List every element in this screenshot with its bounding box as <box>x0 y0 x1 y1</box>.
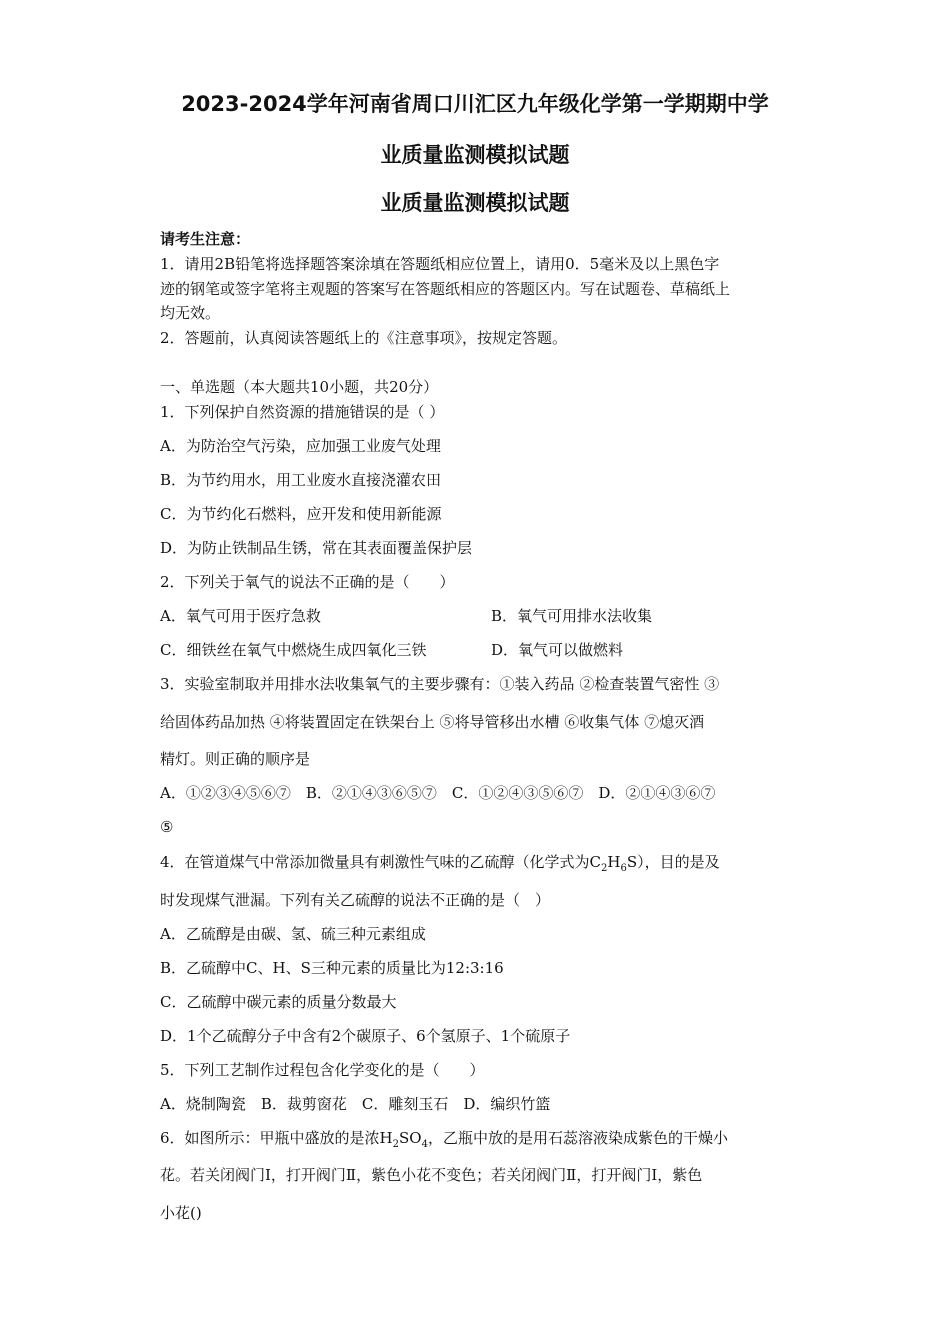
q2-stem: 2．下列关于氧气的说法不正确的是（ ） <box>160 573 455 591</box>
q3-stem-line3: 精灯。则正确的顺序是 <box>160 750 311 768</box>
formula-so-subscript: 4 <box>421 1139 428 1150</box>
q4-option-c: C．乙硫醇中碳元素的质量分数最大 <box>160 993 397 1011</box>
q3-stem-line2: 给固体药品加热 ④将装置固定在铁架台上 ⑤将导管移出水槽 ⑥收集气体 ⑦熄灭酒 <box>160 713 705 731</box>
q5-stem: 5．下列工艺制作过程包含化学变化的是（ ） <box>160 1061 485 1079</box>
q3-stem-line1: 3．实验室制取并用排水法收集氧气的主要步骤有：①装入药品 ②检查装置气密性 ③ <box>160 675 720 693</box>
formula-c: C <box>589 853 602 871</box>
q6-stem-line1 <box>160 1127 728 1150</box>
formula-h: H <box>379 1129 393 1147</box>
formula-so: SO <box>399 1129 422 1147</box>
formula-h: H <box>607 853 621 871</box>
notice-heading: 请考生注意： <box>160 230 251 248</box>
q3-options-cont: ⑤ <box>160 818 174 836</box>
q4-option-d: D．1个乙硫醇分子中含有2个碳原子、6个氢原子、1个硫原子 <box>160 1027 571 1045</box>
q1-option-b: B．为节约用水，用工业废水直接浇灌农田 <box>160 471 442 489</box>
q4-option-b: B．乙硫醇中C、H、S三种元素的质量比为12:3:16 <box>160 959 504 977</box>
notice-item1-line1: 1．请用2B铅笔将选择题答案涂填在答题纸相应位置上，请用0．5毫米及以上黑色字 <box>160 255 720 273</box>
page-title-line3: 业质量监测模拟试题 <box>380 191 570 215</box>
q4-option-a: A．乙硫醇是由碳、氢、硫三种元素组成 <box>160 925 426 943</box>
notice-item2: 2．答题前，认真阅读答题纸上的《注意事项》，按规定答题。 <box>160 329 568 347</box>
notice-item1-line2: 迹的钢笔或签字笔将主观题的答案写在答题纸相应的答题区内。写在试题卷、草稿纸上 <box>160 280 731 298</box>
formula-h-subscript: 2 <box>392 1139 400 1150</box>
q6-stem-line3: 小花() <box>160 1204 202 1222</box>
q2-option-c: C．细铁丝在氧气中燃烧生成四氧化三铁 <box>160 641 427 659</box>
page-title-line1: 2023-2024学年河南省周口川汇区九年级化学第一学期期中学 <box>181 92 769 116</box>
q4-stem-text: 4．在管道煤气中常添加微量具有刺激性气味的乙硫醇（化学式为 <box>160 853 590 871</box>
formula-h-subscript: 6 <box>620 863 627 874</box>
q6-stem-text-end: ，乙瓶中放的是用石蕊溶液染成紫色的干燥小 <box>427 1129 728 1147</box>
q2-option-a: A．氧气可用于医疗急救 <box>160 607 321 625</box>
q2-option-b: B．氧气可用排水法收集 <box>491 607 653 625</box>
q1-option-c: C．为节约化石燃料，应开发和使用新能源 <box>160 505 442 523</box>
page-title-line2: 业质量监测模拟试题 <box>380 143 570 167</box>
q2-option-d: D．氧气可以做燃料 <box>491 641 624 659</box>
q6-stem-line2: 花。若关闭阀门Ⅰ，打开阀门Ⅱ，紫色小花不变色；若关闭阀门Ⅱ，打开阀门Ⅰ，紫色 <box>160 1166 703 1184</box>
q4-stem-line1 <box>160 851 720 874</box>
q4-stem-line2: 时发现煤气泄漏。下列有关乙硫醇的说法不正确的是（ ） <box>160 891 551 909</box>
q3-options: A．①②③④⑤⑥⑦ B．②①④③⑥⑤⑦ C．①②④③⑤⑥⑦ D．②①④③⑥⑦ <box>160 784 716 802</box>
q1-option-d: D．为防止铁制品生锈，常在其表面覆盖保护层 <box>160 539 473 557</box>
section-heading: 一、单选题（本大题共10小题，共20分） <box>160 378 439 396</box>
formula-s: S <box>626 853 638 871</box>
q5-options: A．烧制陶瓷 B．裁剪窗花 C．雕刻玉石 D．编织竹篮 <box>160 1095 551 1113</box>
notice-item1-line3: 均无效。 <box>160 304 221 322</box>
q4-stem-text-end: ），目的是及 <box>637 853 720 871</box>
q1-option-a: A．为防治空气污染，应加强工业废气处理 <box>160 437 441 455</box>
q6-stem-text: 6．如图所示：甲瓶中盛放的是浓 <box>160 1129 380 1147</box>
q1-stem: 1．下列保护自然资源的措施错误的是（ ） <box>160 403 445 421</box>
formula-c-subscript: 2 <box>601 863 608 874</box>
